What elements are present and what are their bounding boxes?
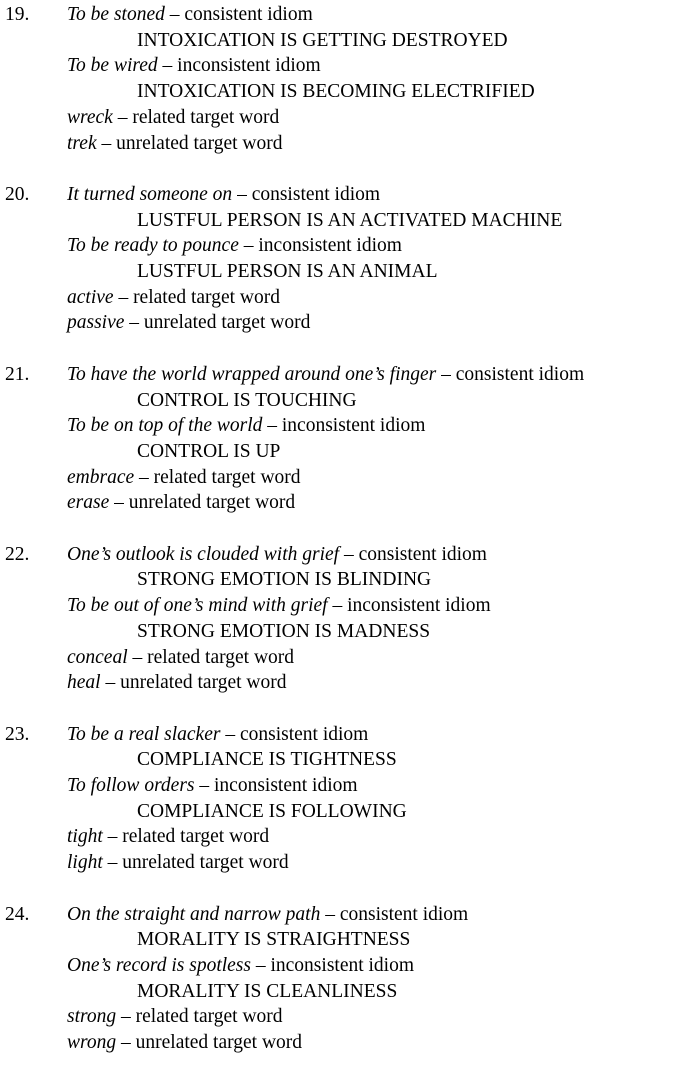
item-number: 24. <box>5 903 30 925</box>
consistent-idiom-descriptor: – consistent idiom <box>441 363 585 385</box>
item-body <box>67 362 685 516</box>
item-body <box>67 902 685 1056</box>
consistent-metaphor-line: LUSTFUL PERSON IS AN ACTIVATED MACHINE <box>137 209 563 231</box>
inconsistent-metaphor-line: STRONG EMOTION IS MADNESS <box>137 620 431 642</box>
consistent-idiom-descriptor: – consistent idiom <box>237 183 381 205</box>
inconsistent-idiom-line <box>67 413 685 439</box>
related-target-line <box>67 285 685 311</box>
related-target-descriptor: – related target word <box>121 1006 283 1028</box>
related-target-descriptor: – related target word <box>118 286 280 308</box>
unrelated-target-line <box>67 131 685 157</box>
item-number: 19. <box>5 4 30 25</box>
inconsistent-idiom-descriptor: – inconsistent idiom <box>199 775 358 797</box>
consistent-idiom-line <box>67 722 685 748</box>
unrelated-target-word: light <box>67 852 103 874</box>
related-target-line <box>67 105 685 131</box>
consistent-idiom-line <box>67 2 685 28</box>
unrelated-target-line <box>67 1030 685 1056</box>
related-target-descriptor: – related target word <box>107 826 270 848</box>
item-number: 22. <box>5 543 30 565</box>
unrelated-target-line <box>67 670 685 696</box>
related-target-word: tight <box>67 826 103 848</box>
unrelated-target-word: wrong <box>67 1032 117 1054</box>
related-target-line <box>67 824 685 850</box>
unrelated-target-descriptor: – unrelated target word <box>121 1032 303 1054</box>
item-body <box>67 722 685 876</box>
consistent-idiom-line <box>67 542 685 568</box>
inconsistent-idiom-phrase: To be on top of the world <box>67 415 263 437</box>
unrelated-target-line <box>67 850 685 876</box>
list-item <box>0 902 685 1056</box>
list-item <box>0 182 685 336</box>
inconsistent-idiom-line <box>67 593 685 619</box>
unrelated-target-word: trek <box>67 132 97 154</box>
list-item <box>0 362 685 516</box>
inconsistent-idiom-line <box>67 773 685 799</box>
related-target-descriptor: – related target word <box>139 466 301 488</box>
related-target-descriptor: – related target word <box>117 106 280 128</box>
consistent-idiom-phrase: To be stoned <box>67 4 165 25</box>
list-item <box>0 722 685 876</box>
item-number: 20. <box>5 183 30 205</box>
item-body <box>67 182 685 336</box>
unrelated-target-line <box>67 310 685 336</box>
inconsistent-idiom-line <box>67 233 685 259</box>
unrelated-target-descriptor: – unrelated target word <box>105 672 287 694</box>
consistent-idiom-line <box>67 182 685 208</box>
consistent-idiom-phrase: It turned someone on <box>67 183 233 205</box>
consistent-idiom-line <box>67 362 685 388</box>
consistent-idiom-descriptor: – consistent idiom <box>169 4 313 25</box>
consistent-metaphor-line: STRONG EMOTION IS BLINDING <box>137 569 432 591</box>
consistent-idiom-line <box>67 902 685 928</box>
inconsistent-idiom-descriptor: – inconsistent idiom <box>243 235 402 257</box>
consistent-metaphor-line: INTOXICATION IS GETTING DESTROYED <box>137 29 508 51</box>
unrelated-target-word: erase <box>67 492 110 514</box>
consistent-metaphor-line: CONTROL IS TOUCHING <box>137 389 357 411</box>
item-body <box>67 2 685 156</box>
inconsistent-idiom-line <box>67 953 685 979</box>
inconsistent-metaphor-line: CONTROL IS UP <box>137 440 281 462</box>
consistent-idiom-phrase: To be a real slacker <box>67 723 221 745</box>
unrelated-target-descriptor: – unrelated target word <box>101 132 283 154</box>
related-target-word: conceal <box>67 646 128 668</box>
unrelated-target-word: heal <box>67 672 101 694</box>
inconsistent-metaphor-line: COMPLIANCE IS FOLLOWING <box>137 800 407 822</box>
unrelated-target-descriptor: – unrelated target word <box>107 852 289 874</box>
inconsistent-metaphor-line: MORALITY IS CLEANLINESS <box>137 980 398 1002</box>
consistent-idiom-phrase: One’s outlook is clouded with grief <box>67 543 340 565</box>
inconsistent-idiom-line <box>67 53 685 79</box>
inconsistent-idiom-descriptor: – inconsistent idiom <box>332 595 491 617</box>
inconsistent-idiom-descriptor: – inconsistent idiom <box>255 954 415 976</box>
related-target-line <box>67 465 685 491</box>
related-target-descriptor: – related target word <box>132 646 295 668</box>
consistent-metaphor-line: COMPLIANCE IS TIGHTNESS <box>137 749 397 771</box>
consistent-idiom-descriptor: – consistent idiom <box>343 543 487 565</box>
inconsistent-idiom-phrase: To follow orders <box>67 775 195 797</box>
inconsistent-idiom-phrase: One’s record is spotless <box>67 954 251 976</box>
related-target-word: strong <box>67 1006 117 1028</box>
inconsistent-idiom-descriptor: – inconsistent idiom <box>267 415 426 437</box>
unrelated-target-descriptor: – unrelated target word <box>129 312 311 334</box>
list-item <box>0 2 685 156</box>
related-target-word: wreck <box>67 106 113 128</box>
item-number: 21. <box>5 363 30 385</box>
inconsistent-metaphor-line: INTOXICATION IS BECOMING ELECTRIFIED <box>137 81 535 103</box>
consistent-idiom-phrase: On the straight and narrow path <box>67 903 321 925</box>
inconsistent-idiom-descriptor: – inconsistent idiom <box>162 55 321 77</box>
inconsistent-idiom-phrase: To be out of one’s mind with grief <box>67 595 328 617</box>
unrelated-target-descriptor: – unrelated target word <box>114 492 296 514</box>
consistent-idiom-descriptor: – consistent idiom <box>325 903 469 925</box>
consistent-metaphor-line: MORALITY IS STRAIGHTNESS <box>137 929 411 951</box>
related-target-line <box>67 1004 685 1030</box>
related-target-word: embrace <box>67 466 135 488</box>
inconsistent-metaphor-line: LUSTFUL PERSON IS AN ANIMAL <box>137 261 438 283</box>
related-target-word: active <box>67 286 114 308</box>
item-body <box>67 542 685 696</box>
related-target-line <box>67 645 685 671</box>
inconsistent-idiom-phrase: To be ready to pounce <box>67 235 239 257</box>
list-item <box>0 542 685 696</box>
item-number: 23. <box>5 723 30 745</box>
unrelated-target-word: passive <box>67 312 125 334</box>
consistent-idiom-descriptor: – consistent idiom <box>225 723 369 745</box>
unrelated-target-line <box>67 490 685 516</box>
consistent-idiom-phrase: To have the world wrapped around one’s finger <box>67 363 437 385</box>
inconsistent-idiom-phrase: To be wired <box>67 55 158 77</box>
